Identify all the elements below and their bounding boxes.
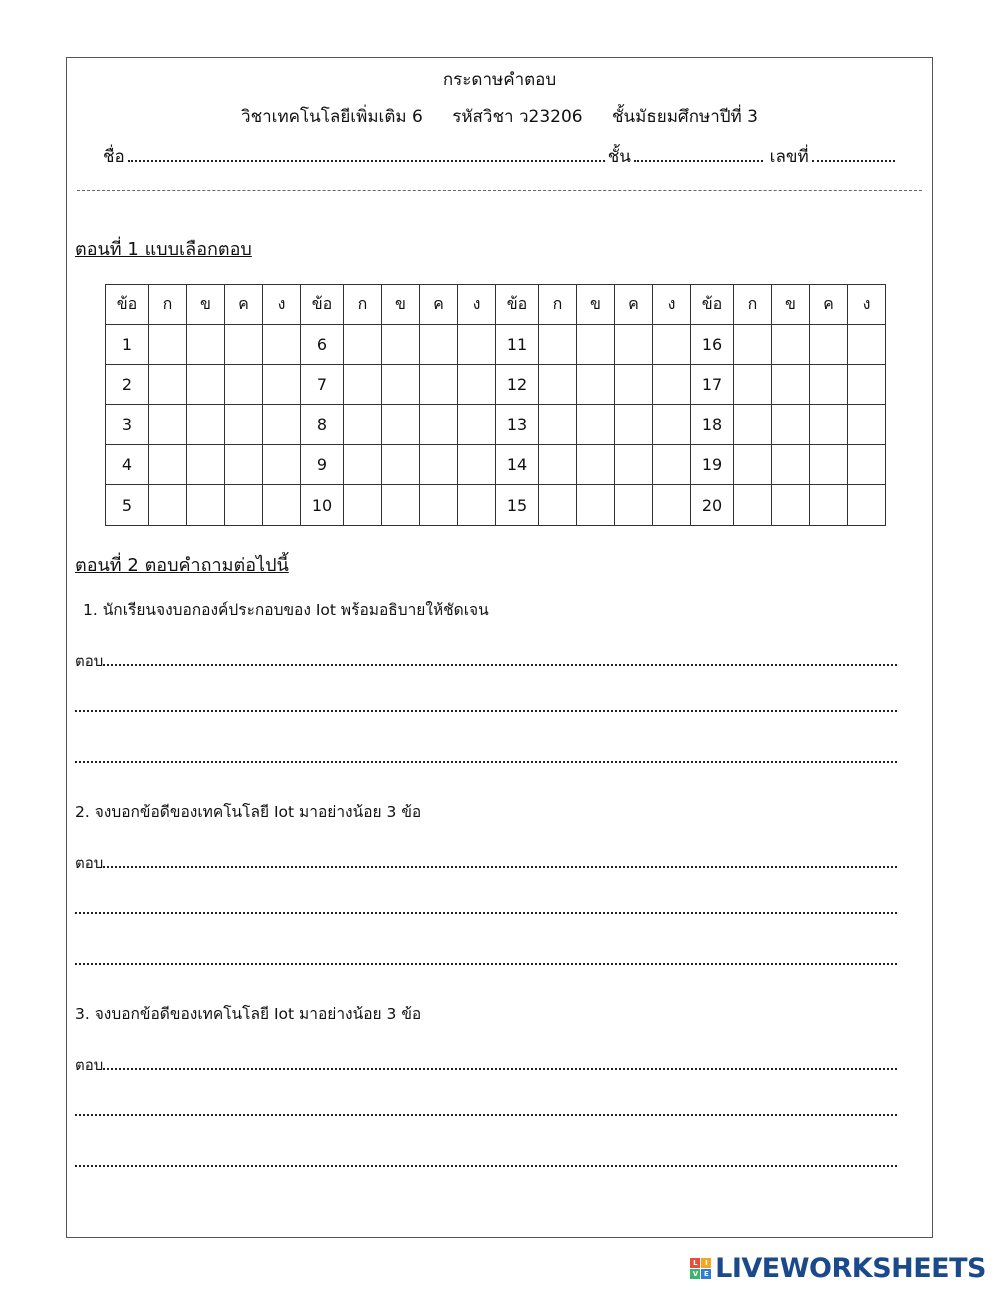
- answer-cell[interactable]: [810, 325, 848, 365]
- brand-name: LIVEWORKSHEETS: [715, 1253, 986, 1284]
- item-header: ข้อ: [106, 285, 149, 325]
- answer-cell[interactable]: [653, 405, 691, 445]
- answer-line[interactable]: [75, 649, 897, 673]
- choice-header: ข: [187, 285, 225, 325]
- answer-cell[interactable]: [539, 405, 577, 445]
- answer-cell[interactable]: [577, 325, 615, 365]
- answer-cell[interactable]: [810, 485, 848, 526]
- answer-cell[interactable]: [615, 445, 653, 485]
- answer-dots[interactable]: [103, 1058, 897, 1070]
- grid-row: [106, 445, 886, 485]
- answer-cell[interactable]: [149, 485, 187, 526]
- answer-cell[interactable]: [382, 445, 420, 485]
- answer-cell[interactable]: [848, 365, 886, 405]
- answer-cell[interactable]: [149, 325, 187, 365]
- answer-cell[interactable]: [344, 485, 382, 526]
- grid-row: [106, 485, 886, 526]
- answer-cell[interactable]: [539, 325, 577, 365]
- item-number: 8: [301, 405, 344, 445]
- answer-cell[interactable]: [577, 445, 615, 485]
- name-label: ชื่อ: [103, 147, 125, 167]
- answer-line[interactable]: [75, 1155, 897, 1167]
- answer-cell[interactable]: [539, 485, 577, 526]
- answer-label: ตอบ: [75, 1056, 104, 1074]
- answer-cell[interactable]: [344, 405, 382, 445]
- answer-cell[interactable]: [263, 325, 301, 365]
- part2-title: ตอนที่ 2 ตอบคำถามต่อไปนี้: [75, 555, 289, 576]
- item-number: 9: [301, 445, 344, 485]
- grade-level: ชั้นมัธยมศึกษาปีที่ 3: [612, 107, 758, 127]
- answer-line[interactable]: [75, 902, 897, 914]
- answer-cell[interactable]: [344, 445, 382, 485]
- choice-header: ค: [420, 285, 458, 325]
- answer-cell[interactable]: [263, 445, 301, 485]
- answer-line[interactable]: [75, 851, 897, 875]
- answer-cell[interactable]: [848, 325, 886, 365]
- answer-cell[interactable]: [225, 325, 263, 365]
- item-header: ข้อ: [691, 285, 734, 325]
- answer-cell[interactable]: [225, 445, 263, 485]
- item-number: 17: [691, 365, 734, 405]
- answer-cell[interactable]: [615, 405, 653, 445]
- answer-cell[interactable]: [187, 485, 225, 526]
- answer-cell[interactable]: [772, 325, 810, 365]
- answer-dots[interactable]: [103, 856, 897, 868]
- answer-dots[interactable]: [75, 953, 897, 965]
- answer-cell[interactable]: [810, 405, 848, 445]
- liveworksheets-logo: [690, 1253, 986, 1284]
- answer-dots[interactable]: [75, 751, 897, 763]
- choice-header: ง: [848, 285, 886, 325]
- answer-cell[interactable]: [539, 445, 577, 485]
- answer-dots[interactable]: [75, 700, 897, 712]
- number-label: เลขที่: [769, 147, 809, 167]
- choice-header: ก: [344, 285, 382, 325]
- answer-cell[interactable]: [187, 325, 225, 365]
- grid-row: [106, 405, 886, 445]
- answer-cell[interactable]: [734, 405, 772, 445]
- page-title: กระดาษคำตอบ: [442, 70, 557, 90]
- answer-cell[interactable]: [772, 445, 810, 485]
- answer-cell[interactable]: [225, 485, 263, 526]
- item-number: 15: [496, 485, 539, 526]
- grid-row: [106, 365, 886, 405]
- answer-cell[interactable]: [420, 405, 458, 445]
- liveworksheets-icon: [690, 1258, 711, 1279]
- brand-icon-tile: V: [690, 1269, 700, 1279]
- item-number: 11: [496, 325, 539, 365]
- item-number: 13: [496, 405, 539, 445]
- answer-cell[interactable]: [810, 445, 848, 485]
- answer-cell[interactable]: [848, 445, 886, 485]
- name-field[interactable]: [128, 146, 605, 162]
- answer-cell[interactable]: [420, 365, 458, 405]
- answer-cell[interactable]: [577, 485, 615, 526]
- answer-cell[interactable]: [539, 365, 577, 405]
- item-number: 19: [691, 445, 734, 485]
- answer-cell[interactable]: [149, 405, 187, 445]
- answer-cell[interactable]: [734, 325, 772, 365]
- answer-cell[interactable]: [187, 405, 225, 445]
- answer-cell[interactable]: [810, 365, 848, 405]
- choice-header: ข: [577, 285, 615, 325]
- answer-cell[interactable]: [458, 485, 496, 526]
- answer-cell[interactable]: [344, 325, 382, 365]
- item-number: 2: [106, 365, 149, 405]
- choice-header: ก: [149, 285, 187, 325]
- choice-header: ง: [458, 285, 496, 325]
- part1-title: ตอนที่ 1 แบบเลือกตอบ: [75, 239, 252, 260]
- answer-cell[interactable]: [615, 325, 653, 365]
- brand-icon-tile: E: [701, 1269, 711, 1279]
- answer-cell[interactable]: [420, 325, 458, 365]
- answer-cell[interactable]: [653, 485, 691, 526]
- grid-row: [106, 325, 886, 365]
- question-2: 2. จงบอกข้อดีของเทคโนโลยี Iot มาอย่างน้อย 3 ข้อ: [75, 803, 422, 821]
- answer-cell[interactable]: [225, 405, 263, 445]
- item-number: 16: [691, 325, 734, 365]
- answer-cell[interactable]: [653, 445, 691, 485]
- choice-header: ข: [382, 285, 420, 325]
- answer-line[interactable]: [75, 1053, 897, 1077]
- answer-cell[interactable]: [382, 325, 420, 365]
- subject-line: [67, 103, 932, 130]
- brand-icon-tile: I: [701, 1258, 711, 1268]
- answer-cell[interactable]: [615, 365, 653, 405]
- answer-cell[interactable]: [382, 405, 420, 445]
- choice-header: ค: [225, 285, 263, 325]
- item-number: 4: [106, 445, 149, 485]
- answer-line[interactable]: [75, 953, 897, 965]
- answer-cell[interactable]: [263, 365, 301, 405]
- answer-cell[interactable]: [382, 485, 420, 526]
- grid-header-row: [106, 285, 886, 325]
- answer-cell[interactable]: [149, 365, 187, 405]
- number-field[interactable]: [812, 146, 895, 162]
- class-label: ชั้น: [607, 147, 631, 167]
- answer-cell[interactable]: [420, 445, 458, 485]
- answer-dots[interactable]: [75, 1104, 897, 1116]
- answer-dots[interactable]: [75, 1155, 897, 1167]
- answer-line[interactable]: [75, 751, 897, 763]
- answer-dots[interactable]: [103, 654, 897, 666]
- answer-cell[interactable]: [458, 445, 496, 485]
- answer-cell[interactable]: [734, 445, 772, 485]
- student-info-line: [103, 143, 898, 170]
- question-3: 3. จงบอกข้อดีของเทคโนโลยี Iot มาอย่างน้อย 3 ข้อ: [75, 1005, 422, 1023]
- answer-cell[interactable]: [653, 325, 691, 365]
- answer-cell[interactable]: [149, 445, 187, 485]
- item-number: 14: [496, 445, 539, 485]
- answer-label: ตอบ: [75, 854, 104, 872]
- question-1: 1. นักเรียนจงบอกองค์ประกอบของ Iot พร้อมอธิบายให้ชัดเจน: [83, 601, 489, 619]
- item-number: 6: [301, 325, 344, 365]
- answer-cell[interactable]: [848, 405, 886, 445]
- answer-label: ตอบ: [75, 652, 104, 670]
- answer-dots[interactable]: [75, 902, 897, 914]
- answer-cell[interactable]: [577, 365, 615, 405]
- subject-code: รหัสวิชา ว23206: [452, 107, 583, 127]
- brand-icon-tile: L: [690, 1258, 700, 1268]
- answer-cell[interactable]: [263, 485, 301, 526]
- choice-header: ก: [539, 285, 577, 325]
- answer-sheet: [66, 57, 933, 1238]
- choice-header: ค: [615, 285, 653, 325]
- answer-cell[interactable]: [577, 405, 615, 445]
- answer-cell[interactable]: [420, 485, 458, 526]
- answer-line[interactable]: [75, 700, 897, 712]
- answer-cell[interactable]: [225, 365, 263, 405]
- multiple-choice-grid: [105, 284, 886, 526]
- answer-cell[interactable]: [772, 365, 810, 405]
- item-number: 1: [106, 325, 149, 365]
- choice-header: ง: [653, 285, 691, 325]
- answer-line[interactable]: [75, 1104, 897, 1116]
- item-number: 5: [106, 485, 149, 526]
- divider: [77, 190, 922, 191]
- answer-cell[interactable]: [458, 365, 496, 405]
- answer-cell[interactable]: [734, 365, 772, 405]
- answer-cell[interactable]: [772, 485, 810, 526]
- choice-header: ก: [734, 285, 772, 325]
- answer-cell[interactable]: [615, 485, 653, 526]
- answer-cell[interactable]: [772, 405, 810, 445]
- class-field[interactable]: [634, 146, 763, 162]
- subject-name: วิชาเทคโนโลยีเพิ่มเติม 6: [241, 107, 423, 127]
- answer-cell[interactable]: [848, 485, 886, 526]
- choice-header: ข: [772, 285, 810, 325]
- answer-cell[interactable]: [458, 325, 496, 365]
- answer-cell[interactable]: [344, 365, 382, 405]
- answer-cell[interactable]: [187, 365, 225, 405]
- item-number: 12: [496, 365, 539, 405]
- item-number: 20: [691, 485, 734, 526]
- answer-cell[interactable]: [458, 405, 496, 445]
- answer-cell[interactable]: [734, 485, 772, 526]
- answer-cell[interactable]: [187, 445, 225, 485]
- answer-cell[interactable]: [263, 405, 301, 445]
- item-number: 7: [301, 365, 344, 405]
- item-number: 3: [106, 405, 149, 445]
- choice-header: ค: [810, 285, 848, 325]
- answer-cell[interactable]: [382, 365, 420, 405]
- item-number: 18: [691, 405, 734, 445]
- item-header: ข้อ: [496, 285, 539, 325]
- choice-header: ง: [263, 285, 301, 325]
- item-header: ข้อ: [301, 285, 344, 325]
- answer-cell[interactable]: [653, 365, 691, 405]
- item-number: 10: [301, 485, 344, 526]
